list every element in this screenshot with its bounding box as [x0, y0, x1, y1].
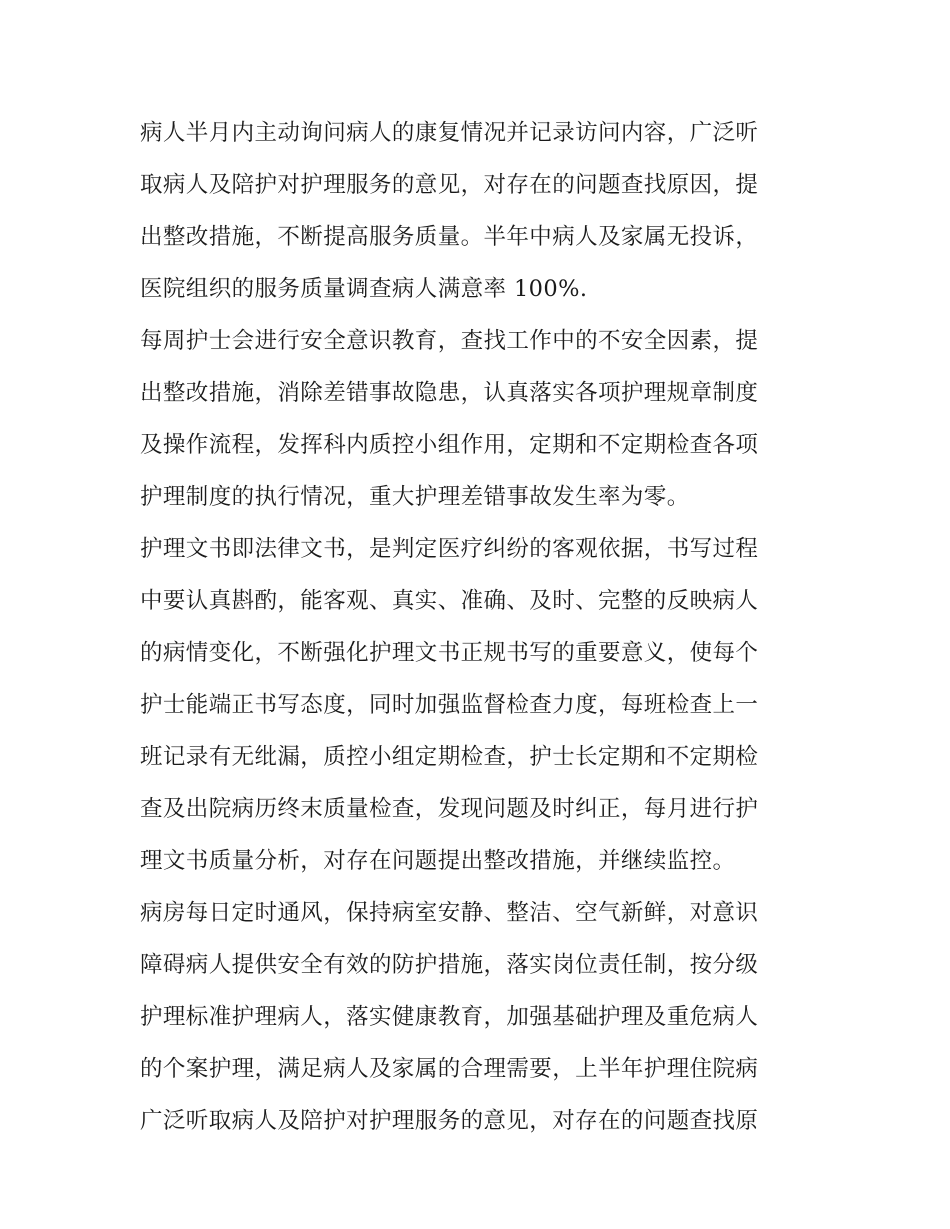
text-line: 病人半月内主动询问病人的康复情况并记录访问内容，广泛听	[140, 120, 759, 146]
paragraph-ward-care	[140, 887, 820, 1147]
text-line: 理文书质量分析，对存在问题提出整改措施，并继续监控。	[140, 848, 736, 874]
text-line: 出整改措施，消除差错事故隐患，认真落实各项护理规章制度	[140, 380, 759, 406]
paragraph-safety-education	[140, 315, 820, 523]
text-line: 护理标准护理病人，落实健康教育，加强基础护理及重危病人	[140, 1004, 759, 1030]
text-line: 医院组织的服务质量调查病人满意率 100%.	[140, 276, 588, 302]
text-line: 病房每日定时通风，保持病室安静、整洁、空气新鲜，对意识	[140, 900, 759, 926]
text-line: 障碍病人提供安全有效的防护措施，落实岗位责任制，按分级	[140, 952, 759, 978]
text-line: 及操作流程，发挥科内质控小组作用，定期和不定期检查各项	[140, 432, 759, 458]
text-line: 广泛听取病人及陪护对护理服务的意见，对存在的问题查找原	[140, 1108, 759, 1134]
text-line: 班记录有无纰漏，质控小组定期检查，护士长定期和不定期检	[140, 744, 759, 770]
text-line: 护理制度的执行情况，重大护理差错事故发生率为零。	[140, 484, 690, 510]
text-line: 中要认真斟酌，能客观、真实、准确、及时、完整的反映病人	[140, 588, 759, 614]
text-line: 护士能端正书写态度，同时加强监督检查力度，每班检查上一	[140, 692, 759, 718]
text-line: 出整改措施，不断提高服务质量。半年中病人及家属无投诉，	[140, 224, 759, 250]
text-line: 查及出院病历终末质量检查，发现问题及时纠正，每月进行护	[140, 796, 759, 822]
text-line: 取病人及陪护对护理服务的意见，对存在的问题查找原因，提	[140, 172, 759, 198]
paragraph-nursing-records	[140, 523, 820, 887]
paragraph-patient-feedback	[140, 107, 820, 315]
text-line: 每周护士会进行安全意识教育，查找工作中的不安全因素，提	[140, 328, 759, 354]
text-line: 的病情变化，不断强化护理文书正规书写的重要意义，使每个	[140, 640, 759, 666]
document-body	[140, 107, 820, 1147]
text-line: 的个案护理，满足病人及家属的合理需要，上半年护理住院病	[140, 1056, 759, 1082]
text-line: 护理文书即法律文书，是判定医疗纠纷的客观依据，书写过程	[140, 536, 759, 562]
